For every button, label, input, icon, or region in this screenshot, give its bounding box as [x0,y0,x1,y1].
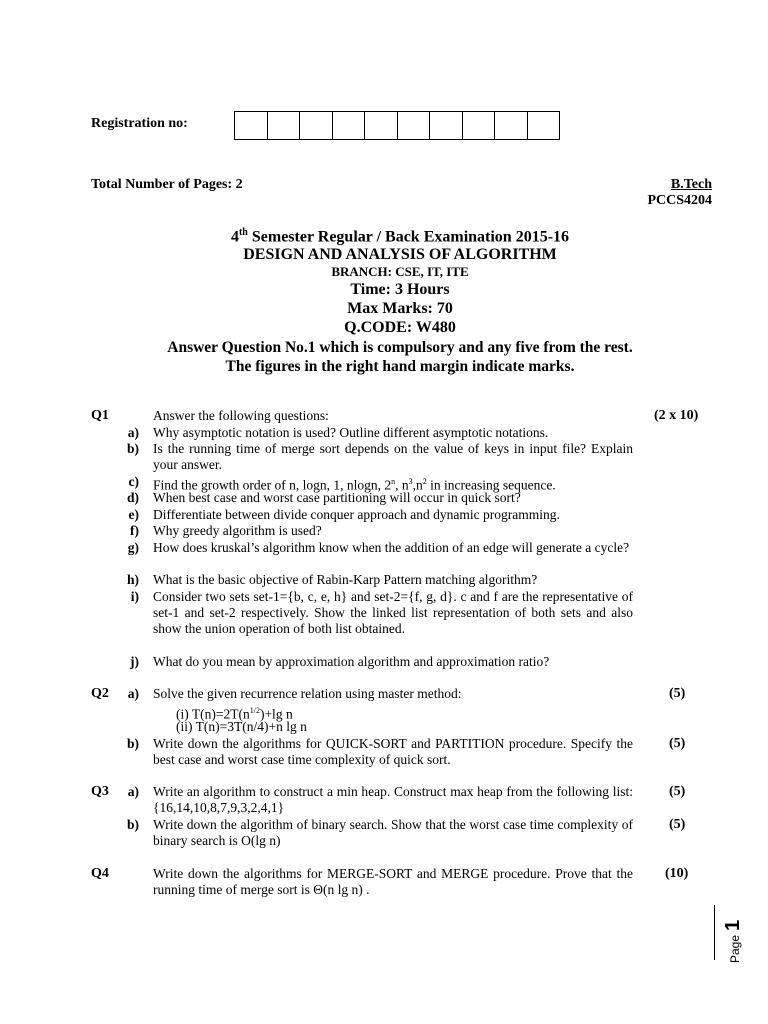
q2-a-text: Solve the given recurrence relation using master method: [153,686,462,701]
q3-number: Q3 [91,784,109,799]
q2-number: Q2 [91,686,109,701]
q1-h-label: h) [126,572,139,587]
registration-label: Registration no: [91,116,188,131]
total-pages: Total Number of Pages: 2 [91,177,243,192]
q1-b-label: b) [126,441,139,456]
q1-i-label: i) [130,589,139,604]
q2-eq1-sup: 1/2 [249,706,260,715]
semester-number: 4 [230,228,239,246]
exam-title [0,227,768,246]
semester-text: Semester Regular / Back Examination 2015-16 [247,228,570,246]
q1-g-text: How does kruskal’s algorithm know when the addition of an edge will generate a cycle? [153,540,630,555]
q1-a-label: a) [127,425,139,440]
q1-j-label: j) [130,654,139,669]
q3-b-label: b) [126,817,139,832]
registration-digit-box[interactable] [333,112,366,139]
registration-digit-box[interactable] [463,112,496,139]
branch: BRANCH: CSE, IT, ITE [331,264,469,279]
page-number: 1 [722,919,744,931]
q1-c-post: in increasing sequence. [426,477,556,493]
q1-c-sup-2: 2 [422,477,427,486]
q1-j-text: What do you mean by approximation algorithm and approximation ratio? [153,654,550,669]
registration-digit-box[interactable] [300,112,333,139]
registration-digit-box[interactable] [430,112,463,139]
q1-marks: (2 x 10) [654,408,699,423]
q1-c-mid2: ,n [412,477,423,493]
q1-c-mid1: , n [395,477,409,493]
q3-b-marks: (5) [669,817,686,832]
registration-digit-box[interactable] [268,112,301,139]
q3-a-marks: (5) [669,784,686,799]
q1-d-text: When best case and worst case partitioning will occur in quick sort? [153,490,521,505]
q3-b-text: Write down the algorithm of binary search. Show that the worst case time complexity of binary search is O(lg n) [153,817,633,849]
q1-e-label: e) [128,507,139,522]
q2-b-text: Write down the algorithms for QUICK-SORT and PARTITION procedure. Specify the best case and worst case time complexity of quick sort. [153,736,633,768]
subject-title: DESIGN AND ANALYSIS OF ALGORITHM [243,246,557,263]
q2-a-label: a) [127,686,139,701]
q1-c-sup-n: n [391,477,396,486]
q1-h-text: What is the basic objective of Rabin-Karp Pattern matching algorithm? [153,572,538,587]
q1-number: Q1 [91,408,109,423]
instruction-2: The figures in the right hand margin indicate marks. [225,358,575,375]
instruction-1: Answer Question No.1 which is compulsory and any five from the rest. [167,339,633,356]
q1-f-label: f) [130,523,139,538]
q1-intro: Answer the following questions: [153,408,329,423]
course-name: B.Tech [670,177,712,192]
q4-text: Write down the algorithms for MERGE-SORT and MERGE procedure. Prove that the running time of merge sort is Θ(n lg n) . [153,866,633,898]
q1-c-pre: Find the growth order of n, logn, 1, nlogn, 2 [153,477,392,493]
registration-digit-box[interactable] [398,112,431,139]
registration-digit-box[interactable] [528,112,560,139]
q2-b-label: b) [126,736,139,751]
q2-a-marks: (5) [669,686,686,701]
q1-i-text: Consider two sets set-1={b, c, e, h} and set-2={f, g, d}. c and f are the representative of set-1 and set-2 respectively. Show the linked list representation of both sets and also show the union operation of both list obtained. [153,589,633,637]
page-footer-rotated [722,920,745,963]
registration-number-boxes[interactable] [234,111,560,140]
q3-a-text: Write an algorithm to construct a min heap. Construct max heap from the following list: {16,14,10,8,7,9,3,2,4,1} [153,784,633,816]
course-info [647,177,712,209]
q2-eq1-pre: (i) T(n)=2T(n [176,706,250,722]
q3-a-label: a) [127,784,139,799]
semester-suffix: th [238,227,248,238]
q1-a-text: Why asymptotic notation is used? Outline different asymptotic notations. [153,425,549,440]
q1-b-text: Is the running time of merge sort depends on the value of keys in input file? Explain your answer. [153,441,633,473]
page-word: Page [728,934,742,963]
registration-digit-box[interactable] [495,112,528,139]
paper-code: PCCS4204 [647,193,712,208]
qcode: Q.CODE: W480 [344,319,456,336]
registration-digit-box[interactable] [365,112,398,139]
q2-b-marks: (5) [669,736,686,751]
q4-marks: (10) [665,866,689,881]
q2-a-equation-2: (ii) T(n)=3T(n/4)+n lg n [176,719,307,734]
max-marks: Max Marks: 70 [347,300,453,317]
page-footer-rule [714,905,715,960]
time: Time: 3 Hours [350,281,450,298]
q2-eq1-post: )+lg n [259,706,293,722]
registration-digit-box[interactable] [235,112,268,139]
q1-c-sup-3: 3 [408,477,413,486]
q1-d-label: d) [126,490,139,505]
q1-e-text: Differentiate between divide conquer approach and dynamic programming. [153,507,560,522]
page-footer [718,905,748,965]
q1-g-label: g) [127,540,139,555]
q4-number: Q4 [91,866,109,881]
q1-f-text: Why greedy algorithm is used? [153,523,322,538]
q1-c-label: c) [128,474,139,489]
